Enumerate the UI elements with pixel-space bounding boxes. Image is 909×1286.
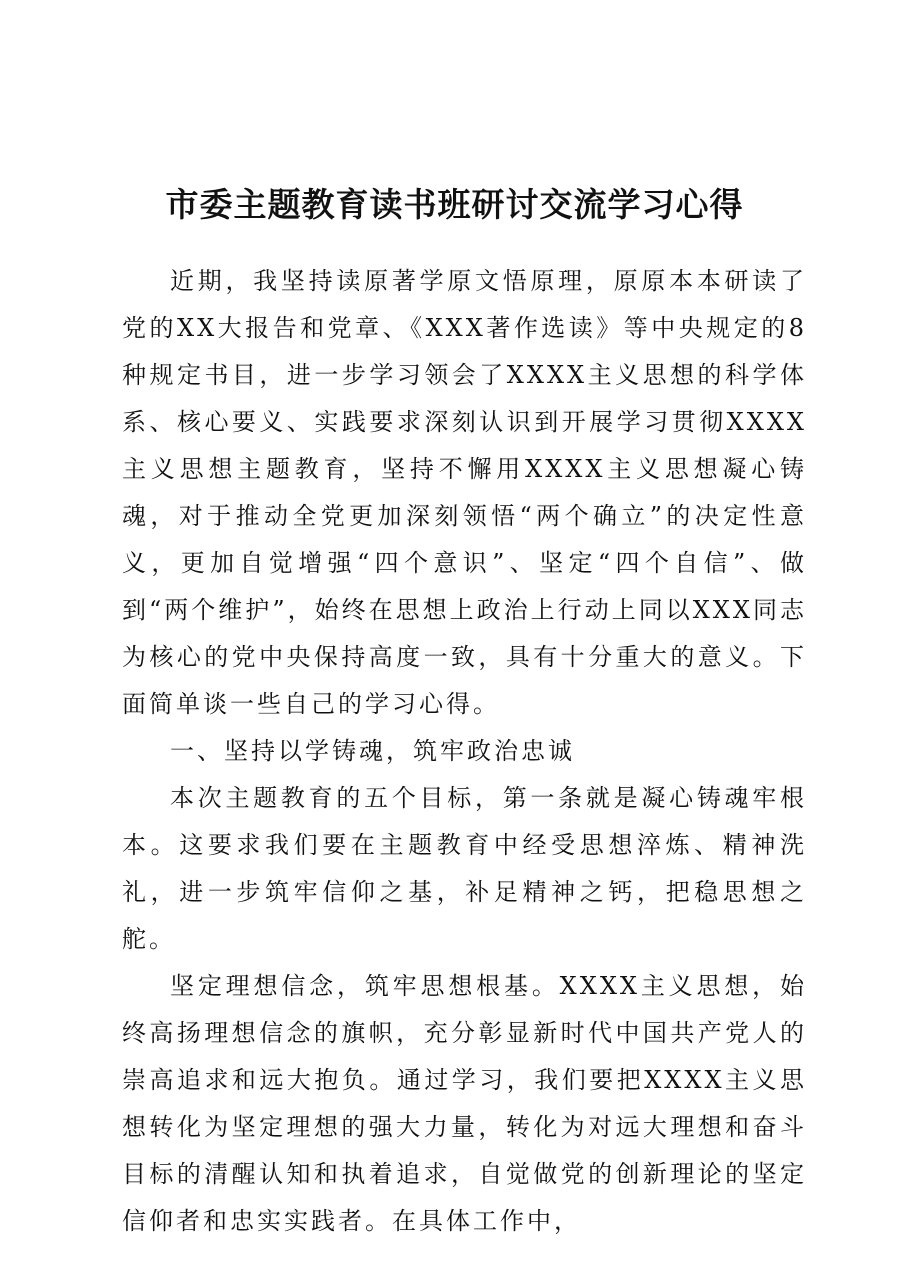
document-title: 市委主题教育读书班研讨交流学习心得 [165,185,744,224]
paragraph-ideals: 坚定理想信念，筑牢思想根基。XXXX主义思想，始终高扬理想信念的旗帜，充分彰显新时代中国共产党人的崇高追求和远大抱负。通过学习，我们要把XXXX主义思想转化为坚定理想的强大力量，转化为对远大理想和奋斗目标的清醒认知和执着追求，自觉做党的创新理论的坚定信仰者和忠实实践者。在具体工作中， [122,972,807,1235]
paragraph-goals: 本次主题教育的五个目标，第一条就是凝心铸魂牢根本。这要求我们要在主题教育中经受思想淬炼、精神洗礼，进一步筑牢信仰之基，补足精神之钙，把稳思想之舵。 [122,784,807,953]
section-heading: 一、坚持以学铸魂，筑牢政治忠诚 [170,737,575,765]
paragraph-intro: 近期，我坚持读原著学原文悟原理，原原本本研读了党的XX大报告和党章、《XXX著作选读》等中央规定的8种规定书目，进一步学习领会了XXXX主义思想的科学体系、核心要义、实践要求深刻认识到开展学习贯彻XXXX主义思想主题教育，坚持不懈用XXXX主义思想凝心铸魂，对于推动全党更加深刻领悟“两个确立”的决定性意义，更加自觉增强“四个意识”、坚定“四个自信”、做到“两个维护”，始终在思想上政治上行动上同以XXX同志为核心的党中央保持高度一致，具有十分重大的意义。下面简单谈一些自己的学习心得。 [122,267,807,718]
document-body [122,258,807,1245]
